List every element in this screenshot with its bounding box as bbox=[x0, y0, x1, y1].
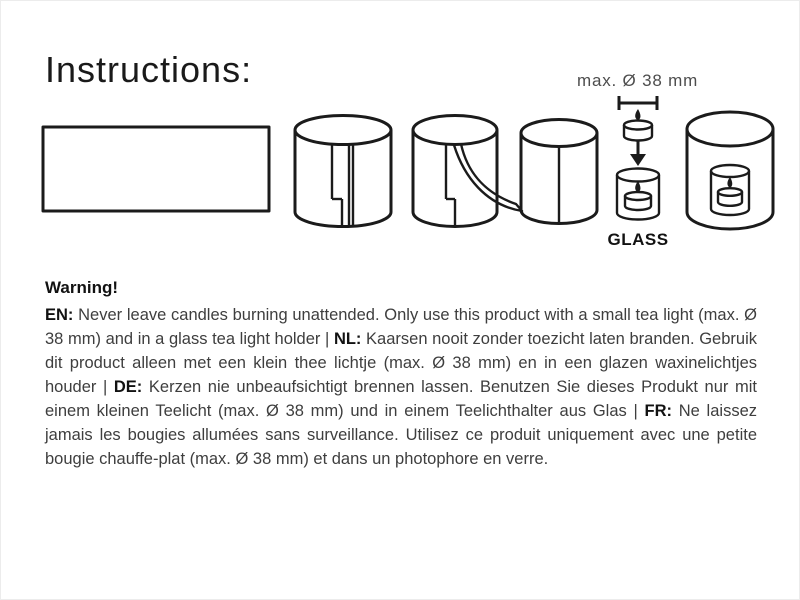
assembled-cylinder-diagram bbox=[518, 117, 600, 227]
language-label-nl: NL: bbox=[333, 330, 362, 348]
warning-text-de: Kerzen nie unbeaufsichtigt brennen lassen. Benutzen Sie dieses Produkt nur mit einem kleinen Teelicht (max. Ø 38 mm) und in einem Teelichthalter aus Glas | bbox=[45, 378, 757, 420]
page-title: Instructions: bbox=[45, 49, 253, 90]
glass-holder bbox=[617, 169, 659, 182]
warning-text-en: Never leave candles burning unattended. Only use this product with a small tea light (max. Ø 38 mm) and in a glass tea light holder | bbox=[45, 306, 757, 348]
tealight-into-glass-diagram bbox=[612, 107, 664, 225]
language-label-fr: FR: bbox=[644, 402, 673, 420]
max-diameter-label: max. Ø 38 mm bbox=[577, 71, 699, 90]
glass-label: GLASS bbox=[607, 230, 669, 249]
language-label-de: DE: bbox=[113, 378, 143, 396]
lantern-with-glass-diagram bbox=[684, 109, 776, 235]
flame-icon bbox=[727, 177, 732, 188]
glass-holder bbox=[711, 165, 749, 177]
language-label-en: EN: bbox=[45, 306, 74, 324]
flame-icon bbox=[635, 181, 640, 193]
cylinder-tab-tuck-diagram bbox=[410, 113, 528, 229]
warning-text-nl: Kaarsen nooit zonder toezicht laten branden. Gebruik dit product alleen met een klein thee lichtje (max. Ø 38 mm) en in een glazen waxinelichtjes houder | bbox=[45, 330, 757, 396]
warning-block bbox=[45, 277, 757, 471]
warning-heading: Warning! bbox=[45, 278, 119, 297]
flame-icon bbox=[635, 109, 640, 121]
rolled-cylinder-slot-diagram bbox=[292, 113, 394, 229]
warning-paragraph bbox=[45, 303, 757, 471]
flat-sheet-diagram bbox=[41, 125, 271, 213]
tab-flap bbox=[454, 144, 522, 211]
warning-text-fr: Ne laissez jamais les bougies allumées sans surveillance. Utilisez ce produit uniquement avec une petite bougie chauffe-plat (max. Ø 38 mm) et dans un photophore en verre. bbox=[45, 402, 757, 468]
down-arrow-icon bbox=[630, 141, 646, 166]
